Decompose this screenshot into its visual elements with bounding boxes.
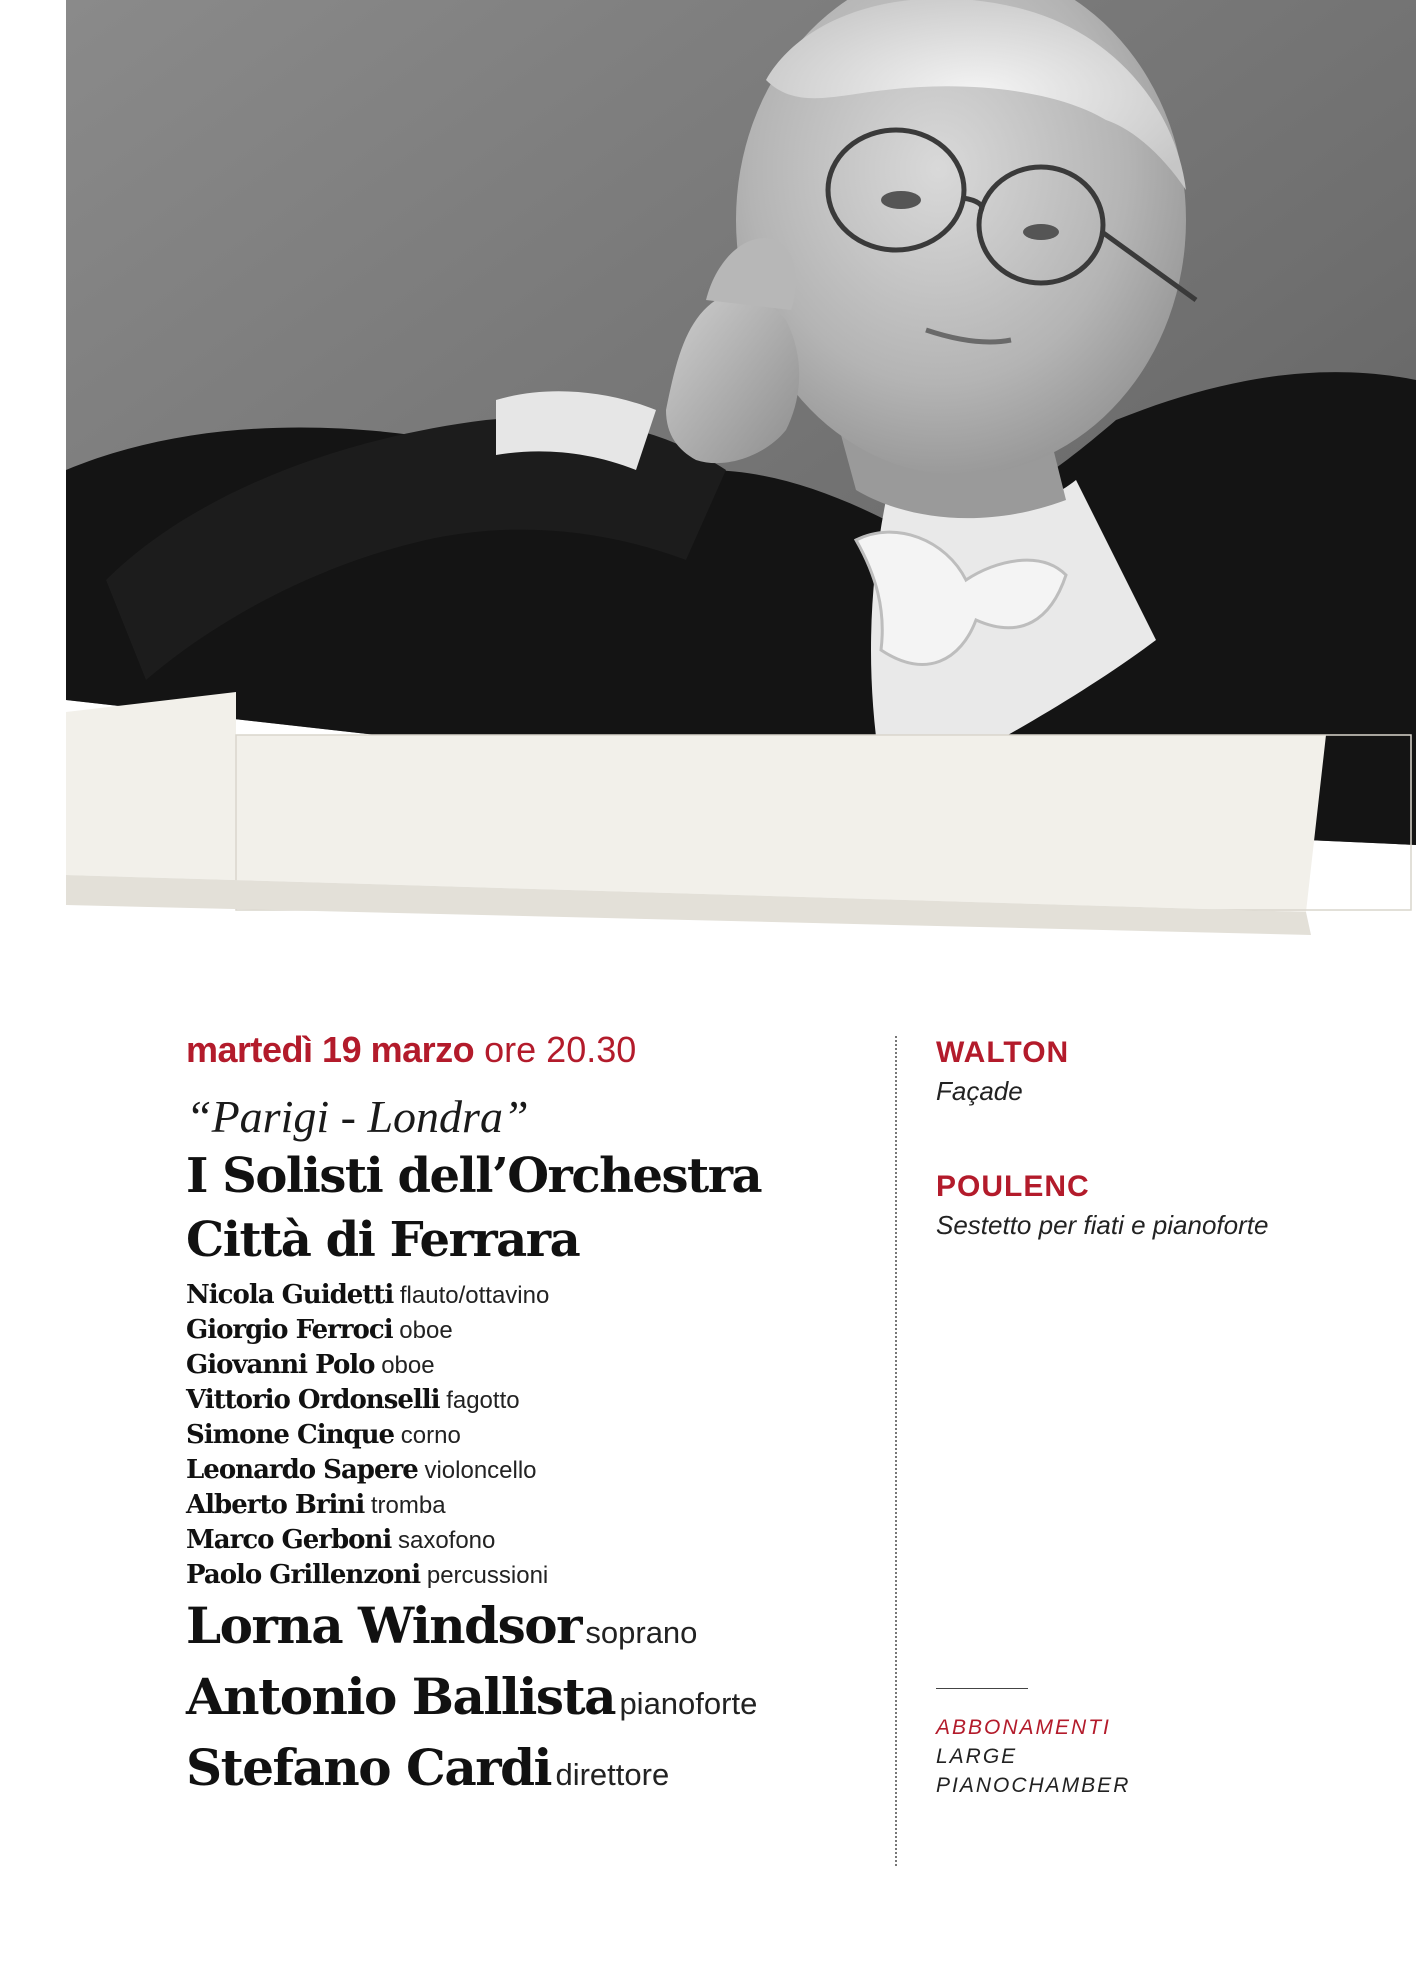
- member-item: [186, 1348, 886, 1383]
- member-role: flauto/ottavino: [399, 1282, 550, 1309]
- soloist-name: Stefano Cardi: [186, 1738, 552, 1797]
- soloists-list: [186, 1597, 886, 1810]
- soloist-role: pianoforte: [619, 1686, 758, 1721]
- event-info: [186, 1028, 886, 1810]
- member-role: percussioni: [426, 1562, 549, 1589]
- member-name: Giorgio Ferroci: [186, 1315, 393, 1345]
- soloist-name: Antonio Ballista: [186, 1667, 615, 1726]
- event-time: ore 20.30: [484, 1029, 637, 1070]
- event-subtitle: “Parigi - Londra”: [186, 1091, 529, 1142]
- member-role: tromba: [370, 1492, 446, 1519]
- member-item: [186, 1453, 886, 1488]
- subscription-item: PIANOCHAMBER: [936, 1774, 1131, 1797]
- member-name: Paolo Grillenzoni: [186, 1560, 421, 1590]
- member-item: [186, 1558, 886, 1593]
- member-item: [186, 1488, 886, 1523]
- date-time-line: [186, 1028, 886, 1072]
- member-role: oboe: [381, 1352, 435, 1379]
- soloist-name: Lorna Windsor: [186, 1596, 581, 1655]
- member-name: Giovanni Polo: [186, 1350, 375, 1380]
- ensemble-name-line-2: Città di Ferrara: [186, 1212, 580, 1268]
- member-name: Vittorio Ordonselli: [186, 1385, 440, 1415]
- member-item: [186, 1418, 886, 1453]
- member-name: Nicola Guidetti: [186, 1280, 394, 1310]
- member-role: fagotto: [446, 1387, 520, 1414]
- program-composer: WALTON: [936, 1036, 1070, 1069]
- member-name: Leonardo Sapere: [186, 1455, 418, 1485]
- program-work: Sestetto per fiati e pianoforte: [936, 1210, 1269, 1240]
- subscription-item: LARGE: [936, 1745, 1018, 1768]
- soloist-item: [186, 1668, 886, 1739]
- event-date: martedì 19 marzo: [186, 1029, 475, 1070]
- member-item: [186, 1383, 886, 1418]
- column-divider: [895, 1036, 897, 1866]
- subscriptions-rule: [936, 1688, 1028, 1689]
- member-item: [186, 1278, 886, 1313]
- soloist-item: [186, 1597, 886, 1668]
- member-role: corno: [400, 1422, 461, 1449]
- ensemble-name-line-1: I Solisti dell’Orchestra: [186, 1148, 762, 1204]
- member-name: Marco Gerboni: [186, 1525, 392, 1555]
- member-item: [186, 1523, 886, 1558]
- program: [936, 1032, 1356, 1242]
- subscriptions: [936, 1713, 1130, 1800]
- soloist-item: [186, 1739, 886, 1810]
- member-role: saxofono: [397, 1527, 496, 1554]
- subscriptions-label: ABBONAMENTI: [936, 1716, 1111, 1739]
- member-role: violoncello: [424, 1457, 537, 1484]
- member-item: [186, 1313, 886, 1348]
- portrait-photo: [66, 0, 1416, 960]
- soloist-role: soprano: [585, 1615, 698, 1650]
- members-list: [186, 1278, 886, 1593]
- member-name: Simone Cinque: [186, 1420, 395, 1450]
- soloist-role: direttore: [555, 1757, 670, 1792]
- program-work: Façade: [936, 1076, 1023, 1106]
- member-role: oboe: [399, 1317, 453, 1344]
- program-composer: POULENC: [936, 1170, 1090, 1203]
- member-name: Alberto Brini: [186, 1490, 365, 1520]
